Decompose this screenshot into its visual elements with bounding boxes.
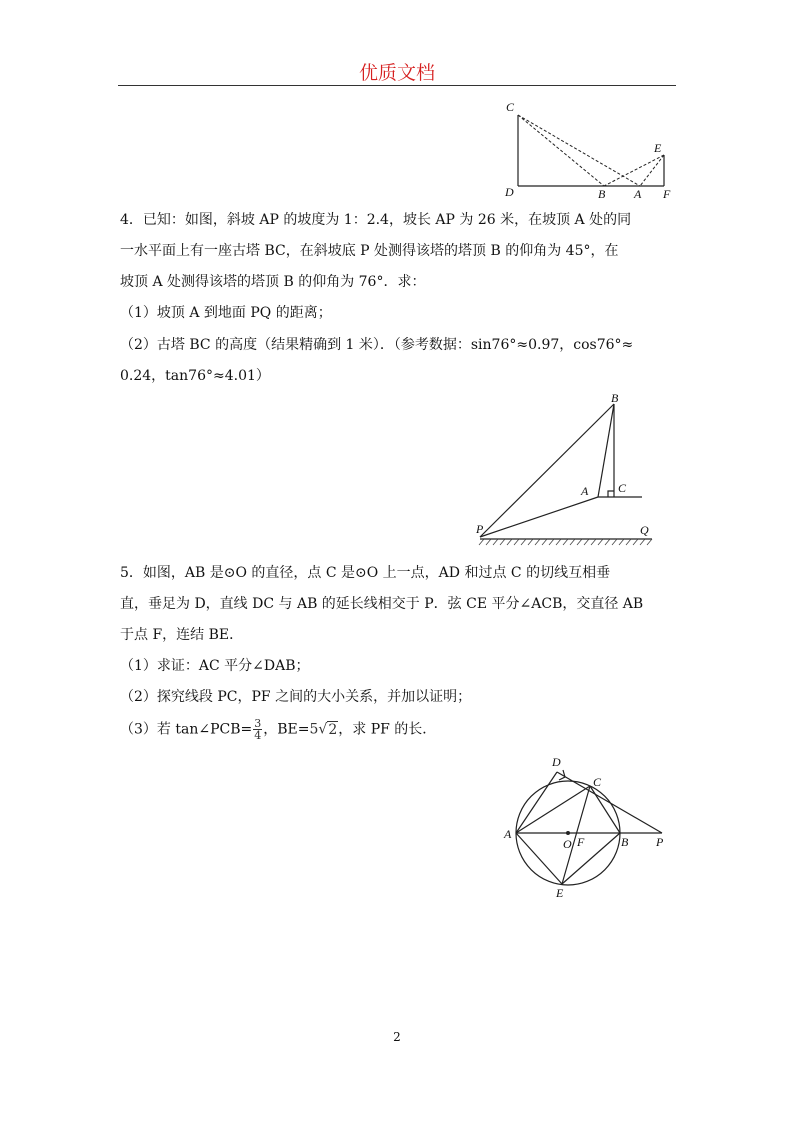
sqrt-coefficient: 5 xyxy=(309,721,319,738)
segment-pb xyxy=(480,404,614,537)
label-c: C xyxy=(593,775,602,789)
label-c: C xyxy=(506,100,515,114)
figure-1-diagram xyxy=(500,98,680,202)
label-d: D xyxy=(552,755,561,769)
problem-4-line-1: 4．已知：如图，斜坡 AP 的坡度为 1：2.4，坡长 AP 为 26 米，在坡顶 A 处的同 xyxy=(120,212,632,228)
label-f: F xyxy=(663,187,671,201)
sqrt-expression: 5√2 xyxy=(309,721,338,738)
dashed-ea xyxy=(640,155,664,186)
segment-ad xyxy=(516,772,557,833)
problem-4-line-3: 坡顶 A 处测得该塔的塔顶 B 的仰角为 76°．求： xyxy=(120,274,426,290)
label-p: P xyxy=(476,522,484,536)
sqrt-radicand: 2 xyxy=(328,721,338,738)
dashed-ca xyxy=(518,115,640,186)
label-q: Q xyxy=(640,523,649,537)
q3-prefix: （3）若 tan∠PCB= xyxy=(120,721,253,738)
right-angle-mark xyxy=(608,491,614,497)
problem-5-line-3: 于点 F，连结 BE． xyxy=(120,627,244,643)
header-rule xyxy=(118,85,676,86)
label-a: A xyxy=(504,827,512,841)
q3-mid: ，BE= xyxy=(263,721,310,738)
label-c: C xyxy=(618,481,627,495)
dashed-cb xyxy=(518,115,604,186)
segment-cb xyxy=(590,786,620,833)
label-f: F xyxy=(577,835,585,849)
label-e: E xyxy=(556,886,564,900)
problem-5-question-3 xyxy=(120,718,680,741)
label-a: A xyxy=(581,484,589,498)
label-b: B xyxy=(598,187,606,201)
problem-4-line-2: 一水平面上有一座古塔 BC，在斜坡底 P 处测得该塔的塔顶 B 的仰角为 45°，在 xyxy=(120,243,619,259)
center-point xyxy=(566,831,570,835)
line-dp xyxy=(557,772,662,833)
ground-hatching xyxy=(479,539,652,545)
label-o: O xyxy=(563,837,572,851)
label-b: B xyxy=(611,391,619,405)
label-d: D xyxy=(505,185,514,199)
problem-4-question-1: （1）坡顶 A 到地面 PQ 的距离； xyxy=(120,305,332,321)
fraction-denominator: 4 xyxy=(254,729,262,742)
label-e: E xyxy=(654,141,662,155)
problem-5-line-1: 5．如图，AB 是⊙O 的直径，点 C 是⊙O 上一点，AD 和过点 C 的切线互相垂 xyxy=(120,565,611,581)
fraction-numerator: 3 xyxy=(254,717,262,730)
figure-2-diagram xyxy=(470,392,670,552)
segment-pa xyxy=(480,497,598,537)
label-p: P xyxy=(656,835,664,849)
page-number: 2 xyxy=(393,1030,401,1044)
q3-suffix: ，求 PF 的长． xyxy=(338,721,437,738)
header-title: 优质文档 xyxy=(358,62,435,84)
problem-5-question-1: （1）求证：AC 平分∠DAB； xyxy=(120,658,310,674)
figure-3-diagram xyxy=(496,750,676,910)
label-a: A xyxy=(634,187,642,201)
problem-5-question-2: （2）探究线段 PC，PF 之间的大小关系，并加以证明； xyxy=(120,689,472,705)
fraction-three-quarters xyxy=(253,718,262,741)
problem-5-line-2: 直，垂足为 D，直线 DC 与 AB 的延长线相交于 P．弦 CE 平分∠ACB，交直径 AB xyxy=(120,596,644,612)
problem-4-question-2: （2）古塔 BC 的高度（结果精确到 1 米）．（参考数据：sin76°≈0.97，cos76°≈ xyxy=(120,337,634,353)
label-b: B xyxy=(621,835,629,849)
problem-4-line-6: 0.24，tan76°≈4.01） xyxy=(120,368,270,384)
